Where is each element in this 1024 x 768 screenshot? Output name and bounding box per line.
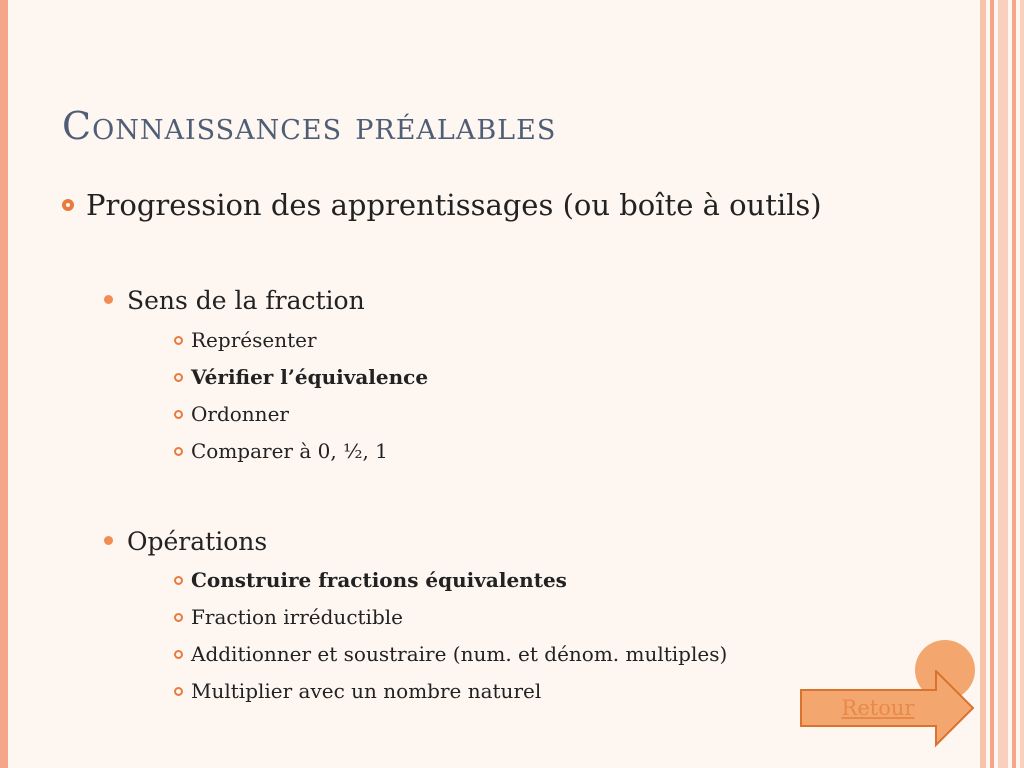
list-item <box>174 642 727 666</box>
list-item <box>174 679 541 703</box>
right-stripes <box>980 0 1024 768</box>
list-item-text: Représenter <box>191 328 317 352</box>
dot-bullet-icon <box>104 536 113 545</box>
section-sens-de-la-fraction <box>104 286 365 315</box>
heading-text: Progression des apprentissages (ou boîte à outils) <box>86 188 822 222</box>
ring-bullet-icon <box>174 687 183 696</box>
section-label: Sens de la fraction <box>127 286 365 315</box>
list-item <box>174 605 403 629</box>
list-item-text: Construire fractions équivalentes <box>191 568 567 592</box>
ring-bullet-icon <box>174 336 183 345</box>
list-item <box>174 568 567 592</box>
section-operations <box>104 527 267 556</box>
list-item <box>174 365 428 389</box>
heading-item <box>62 188 822 222</box>
ring-bullet-icon <box>174 373 183 382</box>
ring-bullet-icon <box>174 576 183 585</box>
list-item-text: Fraction irréductible <box>191 605 403 629</box>
retour-button[interactable] <box>800 670 976 750</box>
list-item <box>174 328 317 352</box>
list-item-text: Vérifier l’équivalence <box>191 365 429 389</box>
list-item <box>174 402 289 426</box>
dot-bullet-icon <box>104 295 113 304</box>
list-item-text: Additionner et soustraire (num. et dénom. multiples) <box>191 642 728 666</box>
left-border <box>0 0 8 768</box>
list-item-text: Ordonner <box>191 402 289 426</box>
list-item-text: Comparer à 0, ½, 1 <box>191 439 388 463</box>
ring-bullet-icon <box>62 199 74 211</box>
list-item <box>174 439 388 463</box>
ring-bullet-icon <box>174 410 183 419</box>
slide-title: Connaissances préalables <box>62 104 557 148</box>
list-item-text: Multiplier avec un nombre naturel <box>191 679 542 703</box>
ring-bullet-icon <box>174 613 183 622</box>
retour-link[interactable]: Retour <box>841 696 915 720</box>
ring-bullet-icon <box>174 447 183 456</box>
section-label: Opérations <box>127 527 268 556</box>
ring-bullet-icon <box>174 650 183 659</box>
